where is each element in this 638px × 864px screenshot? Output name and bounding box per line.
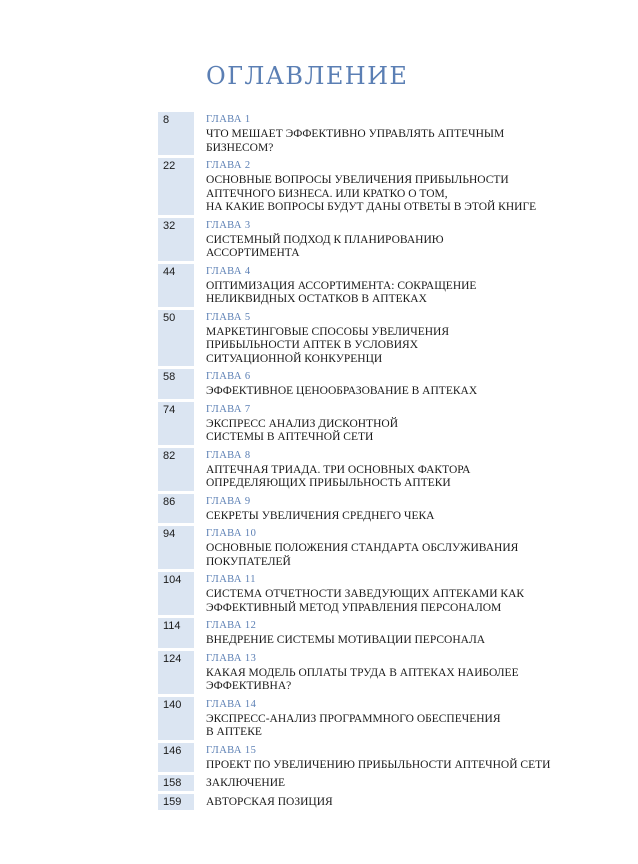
toc-entry-text: [194, 218, 578, 261]
chapter-label: ГЛАВА 10: [206, 528, 257, 539]
chapter-label: ГЛАВА 7: [206, 403, 251, 415]
chapter-title: ЭКСПРЕСС АНАЛИЗ ДИСКОНТНОЙ СИСТЕМЫ В АПТЕЧНОЙ СЕТИ: [206, 417, 398, 443]
toc-entry-text: [194, 651, 578, 694]
toc-entry-text: [194, 369, 578, 399]
toc-entry-text: [194, 264, 578, 307]
toc-page-number: 58: [158, 369, 194, 399]
toc-entry-text: [194, 310, 578, 367]
toc-entry[interactable]: [158, 743, 578, 773]
toc-entry[interactable]: [158, 112, 578, 155]
toc-entry[interactable]: [158, 264, 578, 307]
toc-entry-text: [194, 526, 578, 569]
toc-page-number: 124: [158, 651, 194, 694]
toc-entry[interactable]: [158, 158, 578, 215]
toc-page-number: 44: [158, 264, 194, 307]
toc-page-number: 140: [158, 697, 194, 740]
toc-entry[interactable]: [158, 218, 578, 261]
toc-entry[interactable]: [158, 618, 578, 648]
chapter-title: СИСТЕМНЫЙ ПОДХОД К ПЛАНИРОВАНИЮ АССОРТИМЕНТА: [206, 233, 444, 259]
toc-entry-text: [194, 775, 578, 791]
page-title: ОГЛАВЛЕНИЕ: [206, 62, 409, 90]
toc-entry[interactable]: [158, 310, 578, 367]
chapter-title: АВТОРСКАЯ ПОЗИЦИЯ: [206, 796, 333, 808]
chapter-label: ГЛАВА 3: [206, 219, 251, 231]
chapter-label: ГЛАВА 5: [206, 311, 251, 323]
toc-entry-text: [194, 402, 578, 445]
toc-page-number: 159: [158, 794, 194, 810]
chapter-label: ГЛАВА 6: [206, 371, 251, 382]
chapter-label: ГЛАВА 1: [206, 114, 251, 125]
toc-page-number: 8: [158, 112, 194, 155]
toc-entry[interactable]: [158, 526, 578, 569]
toc-entry[interactable]: [158, 448, 578, 491]
toc-entry-text: [194, 112, 578, 155]
toc-entry-text: [194, 494, 578, 524]
chapter-label: ГЛАВА 2: [206, 160, 251, 171]
toc-entry[interactable]: [158, 572, 578, 615]
toc-entry-text: [194, 794, 578, 810]
toc-page-number: 50: [158, 310, 194, 367]
toc-entry-text: [194, 448, 578, 491]
chapter-label: ГЛАВА 4: [206, 265, 251, 277]
toc-page-number: 146: [158, 743, 194, 773]
toc-page-number: 114: [158, 618, 194, 648]
chapter-title: ЧТО МЕШАЕТ ЭФФЕКТИВНО УПРАВЛЯТЬ АПТЕЧНЫМ БИЗНЕСОМ?: [206, 128, 505, 154]
toc-entry-text: [194, 743, 578, 773]
toc-entry[interactable]: [158, 494, 578, 524]
table-of-contents: [158, 112, 578, 810]
toc-page-number: 86: [158, 494, 194, 524]
toc-page-number: 22: [158, 158, 194, 215]
chapter-label: ГЛАВА 8: [206, 449, 251, 461]
chapter-title: ЭКСПРЕСС-АНАЛИЗ ПРОГРАММНОГО ОБЕСПЕЧЕНИЯ В АПТЕКЕ: [206, 712, 501, 738]
toc-entry[interactable]: [158, 651, 578, 694]
toc-entry[interactable]: [158, 402, 578, 445]
chapter-label: ГЛАВА 15: [206, 744, 257, 756]
chapter-label: ГЛАВА 9: [206, 495, 251, 507]
chapter-label: ГЛАВА 12: [206, 620, 257, 631]
toc-page-number: 32: [158, 218, 194, 261]
toc-entry-text: [194, 618, 578, 648]
toc-entry-text: [194, 697, 578, 740]
chapter-title: ПРОЕКТ ПО УВЕЛИЧЕНИЮ ПРИБЫЛЬНОСТИ АПТЕЧНОЙ СЕТИ: [206, 758, 551, 771]
toc-page-number: 94: [158, 526, 194, 569]
toc-entry[interactable]: [158, 794, 578, 810]
chapter-label: ГЛАВА 13: [206, 652, 257, 664]
chapter-title: СИСТЕМА ОТЧЕТНОСТИ ЗАВЕДУЮЩИХ АПТЕКАМИ КАК ЭФФЕКТИВНЫЙ МЕТОД УПРАВЛЕНИЯ ПЕРСОНАЛОМ: [206, 588, 525, 614]
toc-entry-text: [194, 158, 578, 215]
chapter-label: ГЛАВА 11: [206, 574, 256, 585]
toc-page-number: 158: [158, 775, 194, 791]
toc-entry-text: [194, 572, 578, 615]
toc-page-number: 82: [158, 448, 194, 491]
toc-page-number: 74: [158, 402, 194, 445]
toc-entry[interactable]: [158, 775, 578, 791]
chapter-title: СЕКРЕТЫ УВЕЛИЧЕНИЯ СРЕДНЕГО ЧЕКА: [206, 509, 435, 522]
toc-page-number: 104: [158, 572, 194, 615]
chapter-label: ГЛАВА 14: [206, 698, 257, 710]
chapter-title: ОСНОВНЫЕ ПОЛОЖЕНИЯ СТАНДАРТА ОБСЛУЖИВАНИЯ ПОКУПАТЕЛЕЙ: [206, 542, 519, 568]
toc-entry[interactable]: [158, 369, 578, 399]
chapter-title: ОПТИМИЗАЦИЯ АССОРТИМЕНТА: СОКРАЩЕНИЕ НЕЛИКВИДНЫХ ОСТАТКОВ В АПТЕКАХ: [206, 279, 477, 305]
chapter-title: ЭФФЕКТИВНОЕ ЦЕНООБРАЗОВАНИЕ В АПТЕКАХ: [206, 385, 478, 397]
chapter-title: АПТЕЧНАЯ ТРИАДА. ТРИ ОСНОВНЫХ ФАКТОРА ОПРЕДЕЛЯЮЩИХ ПРИБЫЛЬНОСТЬ АПТЕКИ: [206, 463, 471, 489]
chapter-title: ЗАКЛЮЧЕНИЕ: [206, 777, 286, 789]
toc-entry[interactable]: [158, 697, 578, 740]
chapter-title: ВНЕДРЕНИЕ СИСТЕМЫ МОТИВАЦИИ ПЕРСОНАЛА: [206, 634, 486, 646]
chapter-title: ОСНОВНЫЕ ВОПРОСЫ УВЕЛИЧЕНИЯ ПРИБЫЛЬНОСТИ АПТЕЧНОГО БИЗНЕСА. ИЛИ КРАТКО О ТОМ, НА КАКИЕ ВОПРОСЫ БУДУТ ДАНЫ ОТВЕТЫ В ЭТОЙ КНИГЕ: [206, 174, 537, 213]
chapter-title: КАКАЯ МОДЕЛЬ ОПЛАТЫ ТРУДА В АПТЕКАХ НАИБОЛЕЕ ЭФФЕКТИВНА?: [206, 666, 519, 692]
chapter-title: МАРКЕТИНГОВЫЕ СПОСОБЫ УВЕЛИЧЕНИЯ ПРИБЫЛЬНОСТИ АПТЕК В УСЛОВИЯХ СИТУАЦИОННОЙ КОНКУРЕНЦИ: [206, 325, 449, 365]
